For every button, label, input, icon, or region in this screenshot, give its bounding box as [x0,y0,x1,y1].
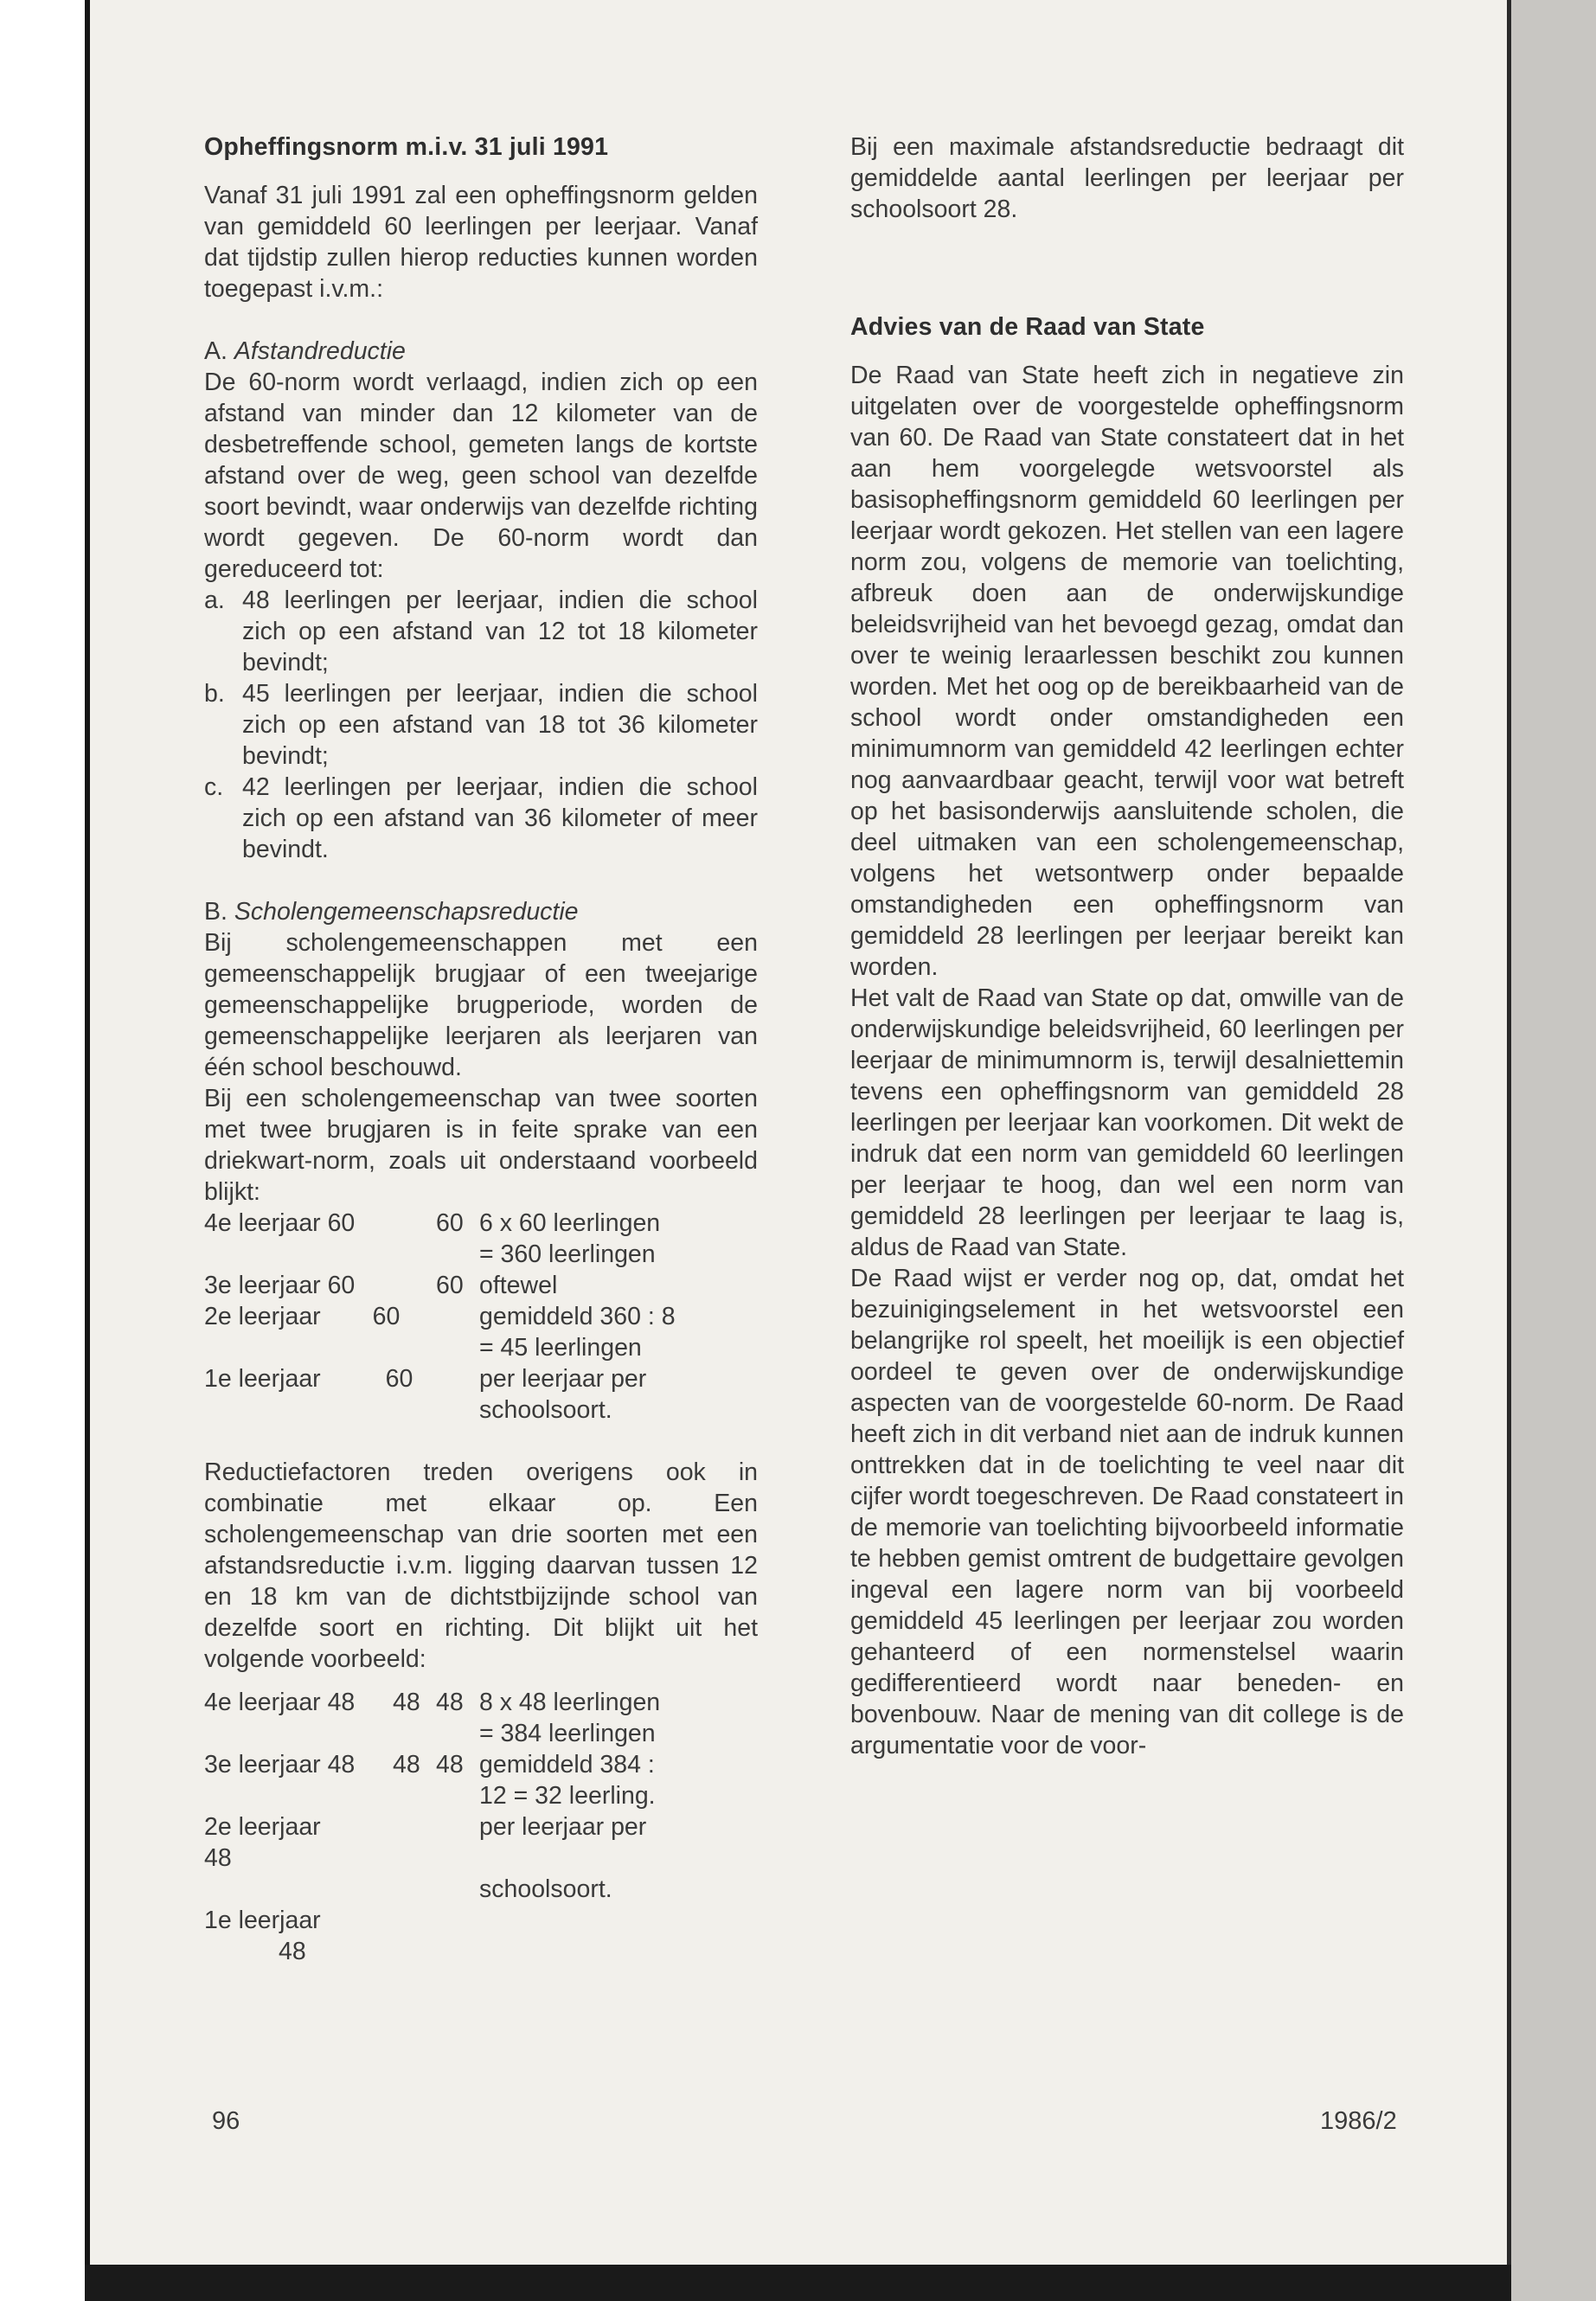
table-row [204,1687,754,1718]
table-row [204,1718,754,1749]
right-column [850,131,1404,1761]
table-row [204,1780,754,1811]
right-intro-paragraph: Bij een maximale afstandsreductie bedraagt dit gemiddelde aantal leerlingen per leerjaar per schoolsoort 28. [850,133,1404,223]
table-cell [436,1301,479,1332]
list-item-marker: b. [204,680,225,708]
list-item-marker: a. [204,586,225,614]
table-cell: oftewel [479,1272,558,1299]
advice-paragraph-1: De Raad van State heeft zich in negatieve zin uitgelaten over de voorgestelde opheffingsnorm van 60. De Raad van State constateert dat in het aan hem voorgelegde wetsvoorstel als basisopheffingsnorm gemiddeld 60 leerlingen per leerjaar wordt gekozen. Het stellen van een lagere norm zou, volgens de memorie van toelichting, afbreuk doen aan de onderwijskundige beleidsvrijheid van het bevoegd gezag, omdat dan over te weinig leraarlessen beschikt zou kunnen worden. Met het oog op de bereikbaarheid van de school wordt onder omstandigheden een minimumnorm van gemiddeld 42 leerlingen echter nog aanvaardbaar geacht, terwijl voor wat betreft op het basisonderwijs aansluitende scholen, die deel uitmaken van een scholengemeenschap, volgens het wetsontwerp onder bepaalde omstandigheden een opheffingsnorm van gemiddeld 28 leerlingen per leerjaar bereikt kan worden. [850,362,1404,981]
reduction-combination-text: Reductiefactoren treden overigens ook in combinatie met elkaar op. Een scholengemeenschap van drie soorten met een afstandsreductie i.v.m. ligging daarvan tussen 12 en 18 km van de dichtstbijzijnde school van dezelfde soort en richting. Dit blijkt uit het volgende voorbeeld: [204,1458,758,1673]
table-cell: 8 x 48 leerlingen [479,1689,661,1716]
scan-border-bottom [85,2265,1511,2301]
table-cell: 12 = 32 leerling. [479,1782,656,1810]
table-cell: 4e leerjaar 60 [204,1209,356,1237]
table-cell: 3e leerjaar 48 [204,1751,356,1779]
table-cell: 6 x 60 leerlingen [479,1209,661,1237]
table-cell [436,1394,479,1426]
table-row [204,1301,754,1332]
table-cell: 4e leerjaar 48 [204,1689,356,1716]
table-cell [436,1332,479,1363]
table-cell [436,1239,479,1270]
table-cell [204,1874,393,1905]
subsection-b-title [204,896,758,927]
table-cell [436,1780,479,1811]
subsection-b-text-2: Bij een scholengemeenschap van twee soorten met twee brugjaren is in feite sprake van een driekwart-norm, zoals uit onderstaand voorbeeld blijkt: [204,1085,758,1206]
list-item [204,585,758,678]
table-cell [436,1811,479,1874]
table-row [204,1270,754,1301]
list-item-marker: c. [204,773,224,801]
table-row [204,1811,754,1874]
table-cell: 60 [436,1272,464,1299]
subsection-b-text-1: Bij scholengemeenschappen met een gemeenschappelijk brugjaar of een tweejarige gemeenschappelijke brugperiode, worden de gemeenschappelijke leerjaren als leerjaren van één school beschouwd. [204,929,758,1081]
table-cell [204,1332,436,1363]
table-cell: 3e leerjaar 60 [204,1272,356,1299]
table-cell [479,1905,754,1967]
table-row [204,1905,754,1967]
table-cell: 48 [436,1751,464,1779]
table-cell: gemiddeld 384 : [479,1751,655,1779]
table-cell: 48 [436,1689,464,1716]
table-cell: 60 [436,1209,464,1237]
scan-margin-left [0,0,83,2301]
list-item-text: 42 leerlingen per leerjaar, indien die school zich op een afstand van 36 kilometer of meer bevindt. [242,773,758,863]
table-cell: 1e leerjaar48 [204,1907,321,1965]
subsection-a-marker: A. [204,337,228,365]
section-heading-opheffingsnorm: Opheffingsnorm m.i.v. 31 juli 1991 [204,133,609,161]
table-cell: per leerjaar per [479,1365,647,1393]
table-cell [204,1718,393,1749]
table-row [204,1239,754,1270]
table-cell: per leerjaar per [479,1813,647,1841]
list-item-text: 48 leerlingen per leerjaar, indien die school zich op een afstand van 12 tot 18 kilometer bevindt; [242,586,758,676]
table-cell: 48 [393,1689,420,1716]
left-column [204,131,758,1967]
list-item [204,772,758,865]
table-cell [436,1363,479,1394]
table-cell [204,1239,436,1270]
intro-paragraph: Vanaf 31 juli 1991 zal een opheffingsnorm gelden van gemiddeld 60 leerlingen per leerjaar. Vanaf dat tijdstip zullen hierop reducties kunnen worden toegepast i.v.m.: [204,182,758,303]
table-cell: gemiddeld 360 : 8 [479,1303,676,1330]
table-cell: = 360 leerlingen [479,1240,656,1268]
table-cell [393,1905,436,1967]
table-cell: 2e leerjaar48 [204,1813,321,1872]
table-cell: 48 [393,1751,420,1779]
table-cell [393,1874,436,1905]
table-cell [393,1780,436,1811]
example-table-2 [204,1687,754,1967]
example-table-1 [204,1208,754,1426]
table-cell: 1e leerjaar 60 [204,1365,413,1393]
table-row [204,1332,754,1363]
section-heading-raad-van-state: Advies van de Raad van State [850,313,1205,341]
scan-margin-right [1511,0,1596,2301]
table-cell [393,1811,436,1874]
issue-number: 1986/2 [1320,2107,1397,2135]
table-cell: = 45 leerlingen [479,1334,642,1362]
subsection-b-name: Scholengemeenschapsreductie [234,898,579,926]
page-number: 96 [212,2107,240,2135]
table-cell [436,1718,479,1749]
table-cell [204,1394,436,1426]
table-cell: = 384 leerlingen [479,1720,656,1747]
subsection-a-name: Afstandreductie [234,337,406,365]
table-row [204,1363,754,1394]
subsection-a-title [204,336,758,367]
list-item-text: 45 leerlingen per leerjaar, indien die school zich op een afstand van 18 tot 36 kilometer bevindt; [242,680,758,770]
reduction-list [204,585,758,865]
table-row [204,1749,754,1780]
subsection-b-marker: B. [204,898,228,926]
advice-paragraph-2: Het valt de Raad van State op dat, omwille van de onderwijskundige beleidsvrijheid, 60 leerlingen per leerjaar de minimumnorm is, terwijl desalniettemin tevens een opheffingsnorm van gemiddeld 28 leerlingen per leerjaar kan voorkomen. Dit wekt de indruk dat een norm van gemiddeld 60 leerlingen per leerjaar te hoog, dan wel een norm van gemiddeld 28 leerlingen per leerjaar te laag is, aldus de Raad van State. [850,984,1404,1261]
table-cell [393,1718,436,1749]
table-cell: schoolsoort. [479,1396,612,1424]
table-cell: 2e leerjaar 60 [204,1303,401,1330]
table-cell [436,1874,479,1905]
table-cell: schoolsoort. [479,1875,612,1903]
advice-paragraph-3: De Raad wijst er verder nog op, dat, omdat het bezuinigingselement in het wetsvoorstel een belangrijke rol speelt, het moeilijk is een objectief oordeel te geven over de onderwijskundige aspecten van de voorgestelde 60-norm. De Raad heeft zich in dit verband niet aan de indruk kunnen onttrekken dat in de toelichting te veel naar dit cijfer wordt toegeschreven. De Raad constateert in de memorie van toelichting bijvoorbeeld informatie te hebben gemist omtrent de budgettaire gevolgen ingeval een lagere norm van bij voorbeeld gemiddeld 45 leerlingen per leerjaar zou worden gehanteerd of een normenstelsel waarin gedifferentieerd wordt naar beneden- en bovenbouw. Naar de mening van dit college is de argumentatie voor de voor- [850,1265,1404,1759]
table-row [204,1394,754,1426]
table-cell [204,1780,393,1811]
subsection-a-text: De 60-norm wordt verlaagd, indien zich op een afstand van minder dan 12 kilometer van de desbetreffende school, gemeten langs de kortste afstand over de weg, geen school van dezelfde soort bevindt, waar onderwijs van dezelfde richting wordt gegeven. De 60-norm wordt dan gereduceerd tot: [204,369,758,583]
table-cell [436,1905,479,1967]
table-row [204,1208,754,1239]
list-item [204,678,758,772]
table-row [204,1874,754,1905]
